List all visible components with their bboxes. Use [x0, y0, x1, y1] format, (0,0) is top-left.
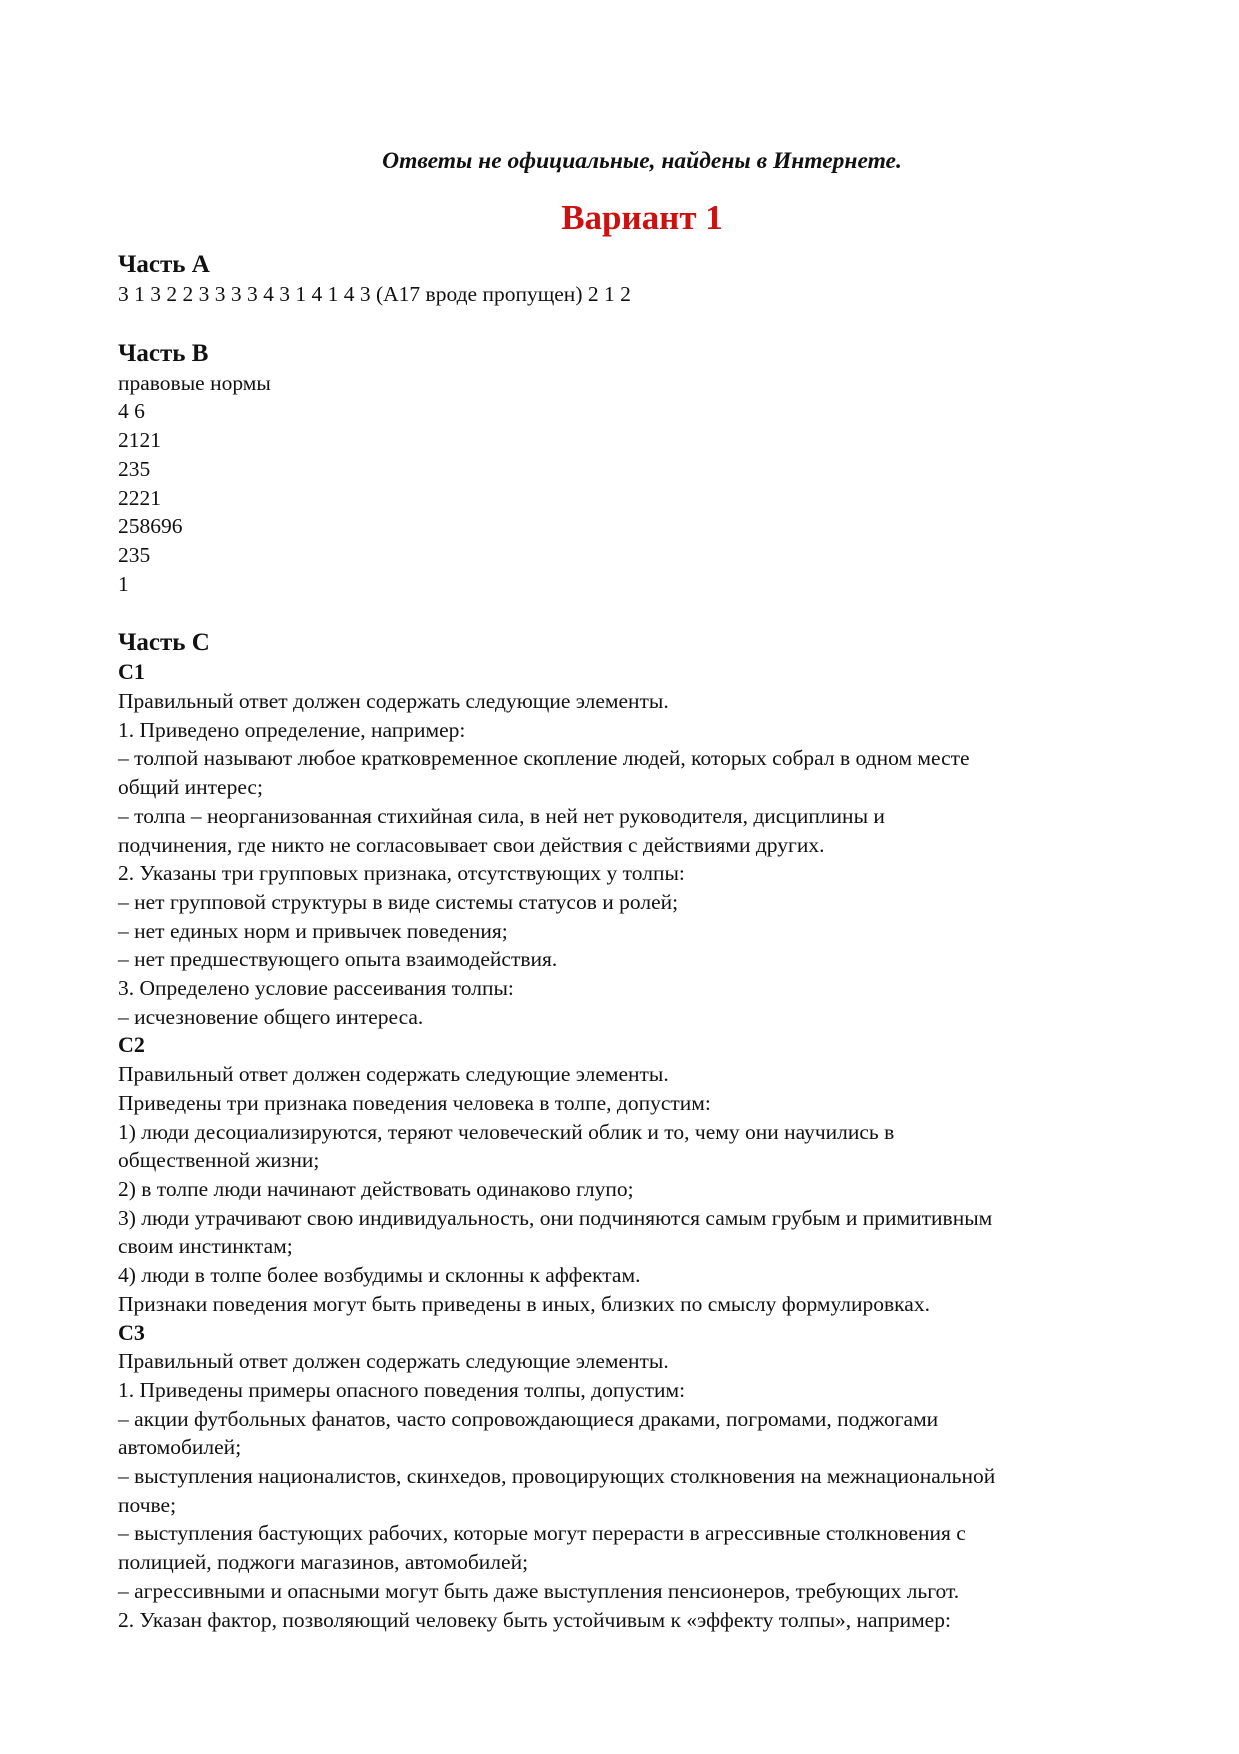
c2-line: 4) люди в толпе более возбудимы и склонны к аффектам.: [118, 1263, 641, 1288]
c3-line: полицией, поджоги магазинов, автомобилей;: [118, 1550, 529, 1575]
c2-title: С2: [118, 1032, 145, 1058]
part-b-line: правовые нормы: [118, 370, 271, 395]
c2-line: 1) люди десоциализируются, теряют человеческий облик и то, чему они научились в: [118, 1119, 895, 1144]
c1-line: – толпой называют любое кратковременное скопление людей, которых собрал в одном месте: [118, 746, 970, 771]
c1-line: 2. Указаны три групповых признака, отсутствующих у толпы:: [118, 861, 685, 886]
c3-line: автомобилей;: [118, 1435, 242, 1460]
c3-line: – акции футбольных фанатов, часто сопровождающиеся драками, погромами, поджогами: [118, 1406, 939, 1431]
part-b-line: 258696: [118, 514, 183, 539]
part-a-section: [118, 250, 1138, 309]
part-b-title: Часть В: [118, 339, 209, 367]
c3-line: Правильный ответ должен содержать следующие элементы.: [118, 1349, 669, 1374]
c2-line: Правильный ответ должен содержать следующие элементы.: [118, 1062, 669, 1087]
c1-line: – нет единых норм и привычек поведения;: [118, 918, 508, 943]
c1-line: – толпа – неорганизованная стихийная сила, в ней нет руководителя, дисциплины и: [118, 803, 885, 828]
c2-line: Признаки поведения могут быть приведены в иных, близких по смыслу формулировках.: [118, 1291, 930, 1316]
document-page: [118, 146, 1138, 1634]
c1-line: общий интерес;: [118, 775, 263, 800]
part-b-line: 1: [118, 571, 129, 596]
c2-line: общественной жизни;: [118, 1148, 320, 1173]
c3-line: почве;: [118, 1492, 177, 1517]
part-c-title: Часть С: [118, 629, 210, 657]
part-a-answers: 3 1 3 2 2 3 3 3 3 4 3 1 4 1 4 3 (А17 вроде пропущен) 2 1 2: [118, 282, 631, 306]
c2-line: 2) в толпе люди начинают действовать одинаково глупо;: [118, 1176, 634, 1201]
c1-line: 3. Определено условие рассеивания толпы:: [118, 976, 514, 1001]
c3-line: – выступления бастующих рабочих, которые могут перерасти в агрессивные столкновения с: [118, 1521, 966, 1546]
c1-line: – нет групповой структуры в виде системы статусов и ролей;: [118, 889, 679, 914]
c2-line: своим инстинктам;: [118, 1234, 293, 1259]
part-b-line: 235: [118, 542, 151, 567]
c2-line: Приведены три признака поведения человека в толпе, допустим:: [118, 1090, 711, 1115]
c1-line: подчинения, где никто не согласовывает свои действия с действиями других.: [118, 832, 825, 857]
part-c-section: [118, 628, 1138, 1634]
c3-line: – агрессивными и опасными могут быть даже выступления пенсионеров, требующих льгот.: [118, 1578, 960, 1603]
c3-line: 1. Приведены примеры опасного поведения толпы, допустим:: [118, 1377, 686, 1402]
part-b-line: 235: [118, 456, 151, 481]
variant-title: Вариант 1: [561, 198, 723, 237]
part-b-line: 2221: [118, 485, 161, 510]
c1-line: Правильный ответ должен содержать следующие элементы.: [118, 689, 669, 714]
c1-line: – нет предшествующего опыта взаимодействия.: [118, 947, 558, 972]
c3-title: С3: [118, 1319, 145, 1345]
c3-line: – выступления националистов, скинхедов, провоцирующих столкновения на межнациональной: [118, 1464, 996, 1489]
part-b-section: [118, 339, 1138, 599]
c3-line: 2. Указан фактор, позволяющий человеку быть устойчивым к «эффекту толпы», например:: [118, 1607, 951, 1632]
c1-line: 1. Приведено определение, например:: [118, 717, 466, 742]
disclaimer-note: Ответы не официальные, найдены в Интернете.: [382, 148, 902, 174]
part-b-line: 2121: [118, 428, 161, 453]
part-a-title: Часть А: [118, 251, 210, 278]
c2-line: 3) люди утрачивают свою индивидуальность, они подчиняются самым грубым и примитивным: [118, 1205, 993, 1230]
part-b-line: 4 6: [118, 399, 145, 424]
c1-title: С1: [118, 659, 145, 685]
c1-line: – исчезновение общего интереса.: [118, 1004, 424, 1029]
